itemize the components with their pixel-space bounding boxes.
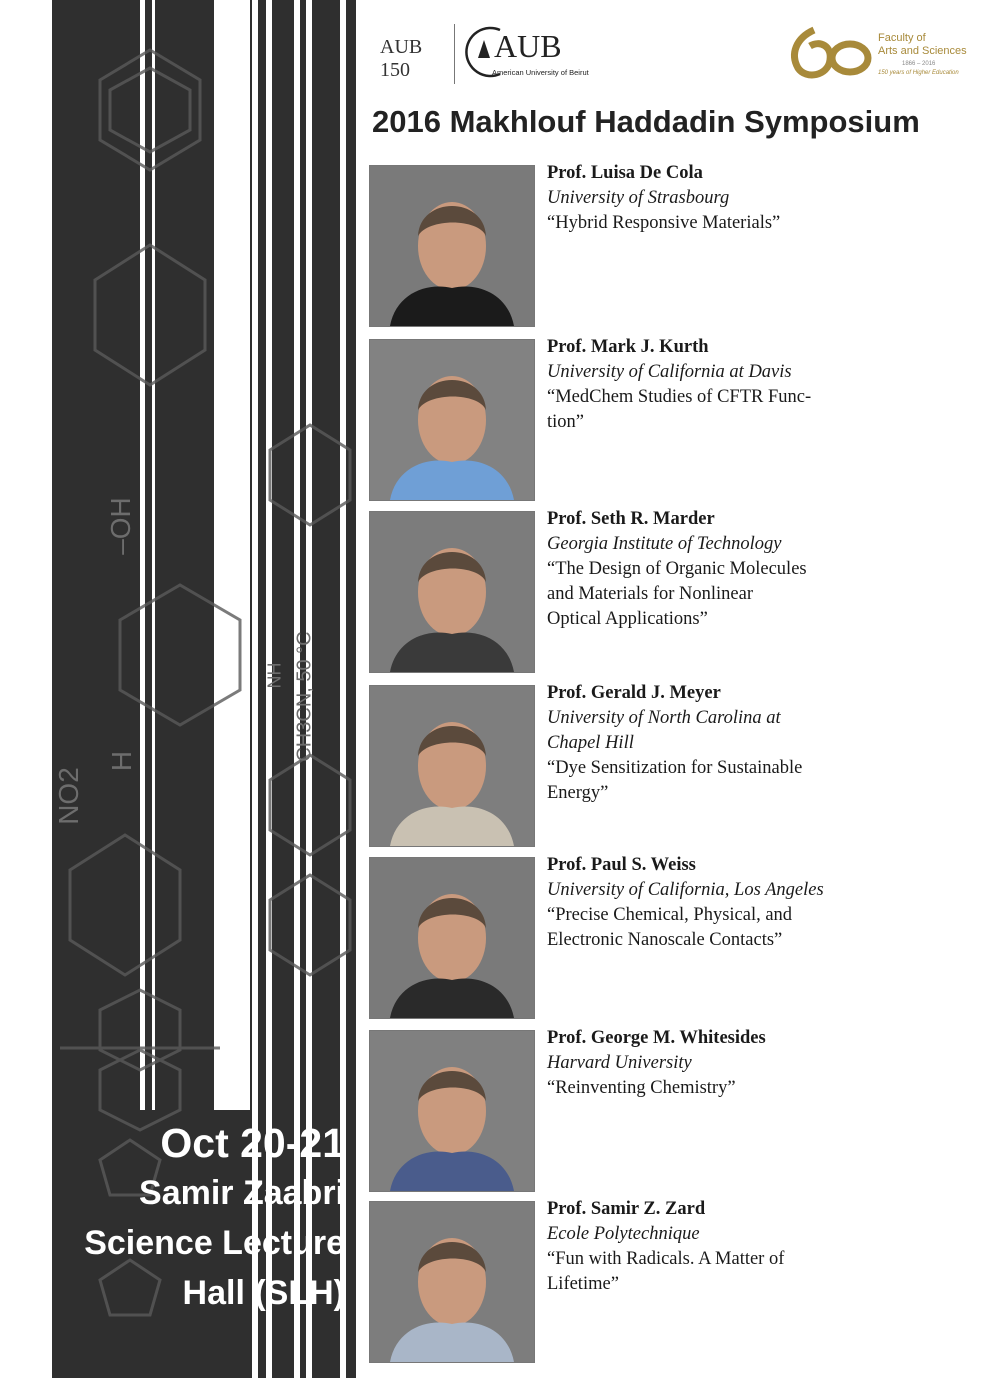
speaker-institution: University of North Carolina at	[547, 708, 781, 728]
speaker-card	[369, 339, 969, 501]
speaker-photo	[369, 339, 535, 501]
event-info	[84, 1118, 345, 1318]
speaker-card	[369, 165, 969, 327]
speaker-talk-title: tion”	[547, 412, 584, 432]
speaker-photo	[369, 857, 535, 1019]
speaker-institution: University of California, Los Angeles	[547, 880, 824, 900]
speaker-talk-title: Electronic Nanoscale Contacts”	[547, 930, 783, 950]
fas-years: 1866 – 2016	[902, 61, 936, 67]
speaker-card	[369, 1030, 969, 1192]
speaker-talk-title: “Reinventing Chemistry”	[547, 1078, 736, 1098]
aub-logo-text: AUB	[494, 28, 562, 64]
chem-label-no2: NO2	[52, 767, 84, 825]
chem-label-h: H	[106, 750, 138, 772]
speaker-talk-title: “MedChem Studies of CFTR Func-	[547, 387, 812, 407]
speaker-photo	[369, 1201, 535, 1363]
fas-150-logo	[784, 22, 970, 86]
speaker-card	[369, 511, 969, 673]
portrait-icon	[370, 858, 534, 1018]
speaker-institution: Harvard University	[547, 1053, 692, 1073]
speaker-name: Prof. Seth R. Marder	[547, 509, 715, 529]
speaker-name: Prof. Luisa De Cola	[547, 163, 703, 183]
speaker-name: Prof. Paul S. Weiss	[547, 855, 696, 875]
speaker-talk-title: “Precise Chemical, Physical, and	[547, 905, 793, 925]
fas-line1: Faculty of	[878, 32, 926, 44]
speaker-name: Prof. Samir Z. Zard	[547, 1199, 706, 1219]
speaker-talk-title: “The Design of Organic Molecules	[547, 559, 807, 579]
speaker-institution: University of Strasbourg	[547, 188, 730, 208]
speaker-info	[547, 853, 857, 953]
speaker-institution: Chapel Hill	[547, 733, 634, 753]
speaker-name: Prof. Gerald J. Meyer	[547, 683, 721, 703]
speaker-card	[369, 685, 969, 847]
event-venue-line2: Science Lecture	[84, 1224, 345, 1262]
speaker-info	[547, 507, 857, 632]
speaker-photo	[369, 165, 535, 327]
logo-divider	[454, 24, 455, 84]
fas-line2: Arts and Sciences	[878, 45, 967, 57]
speaker-name: Prof. Mark J. Kurth	[547, 337, 709, 357]
speaker-talk-title: “Hybrid Responsive Materials”	[547, 213, 781, 233]
speaker-institution: University of California at Davis	[547, 362, 792, 382]
logo-row	[370, 18, 970, 98]
portrait-icon	[370, 340, 534, 500]
fas-150-mark-icon	[784, 24, 874, 82]
speaker-photo	[369, 685, 535, 847]
event-venue-line1: Samir Zaabri	[139, 1174, 345, 1212]
chem-label-oh: –OH	[104, 497, 136, 555]
aub150-logo-text: AUB 150	[380, 36, 423, 81]
speaker-card	[369, 857, 969, 1019]
event-venue-line3: Hall (SLH)	[182, 1274, 345, 1312]
aub150-logo	[374, 20, 440, 86]
speaker-talk-title: “Dye Sensitization for Sustainable	[547, 758, 803, 778]
speaker-institution: Georgia Institute of Technology	[547, 534, 782, 554]
speaker-info	[547, 681, 857, 806]
speaker-name: Prof. George M. Whitesides	[547, 1028, 766, 1048]
speaker-info	[547, 1026, 857, 1101]
fas-tagline: 150 years of Higher Education	[878, 70, 959, 76]
portrait-icon	[370, 686, 534, 846]
event-date: Oct 20-21	[160, 1120, 345, 1166]
portrait-icon	[370, 166, 534, 326]
speaker-talk-title: and Materials for Nonlinear	[547, 584, 753, 604]
aub-logo-sub: American University of Beirut	[492, 68, 589, 77]
speaker-info	[547, 335, 857, 435]
speaker-info	[547, 161, 857, 236]
speaker-photo	[369, 1030, 535, 1192]
chem-label-solvent: CH3CN, 50 °C	[293, 631, 316, 762]
page-title: 2016 Makhlouf Haddadin Symposium	[372, 104, 920, 139]
speaker-talk-title: “Fun with Radicals. A Matter of	[547, 1249, 785, 1269]
speaker-info	[547, 1197, 857, 1297]
portrait-icon	[370, 512, 534, 672]
speaker-photo	[369, 511, 535, 673]
speaker-talk-title: Lifetime”	[547, 1274, 619, 1294]
speaker-institution: Ecole Polytechnique	[547, 1224, 700, 1244]
speaker-talk-title: Optical Applications”	[547, 609, 708, 629]
speaker-talk-title: Energy”	[547, 783, 609, 803]
chem-label-nh: NH	[264, 662, 285, 689]
speaker-card	[369, 1201, 969, 1363]
portrait-icon	[370, 1031, 534, 1191]
portrait-icon	[370, 1202, 534, 1362]
aub-logo	[464, 18, 589, 88]
